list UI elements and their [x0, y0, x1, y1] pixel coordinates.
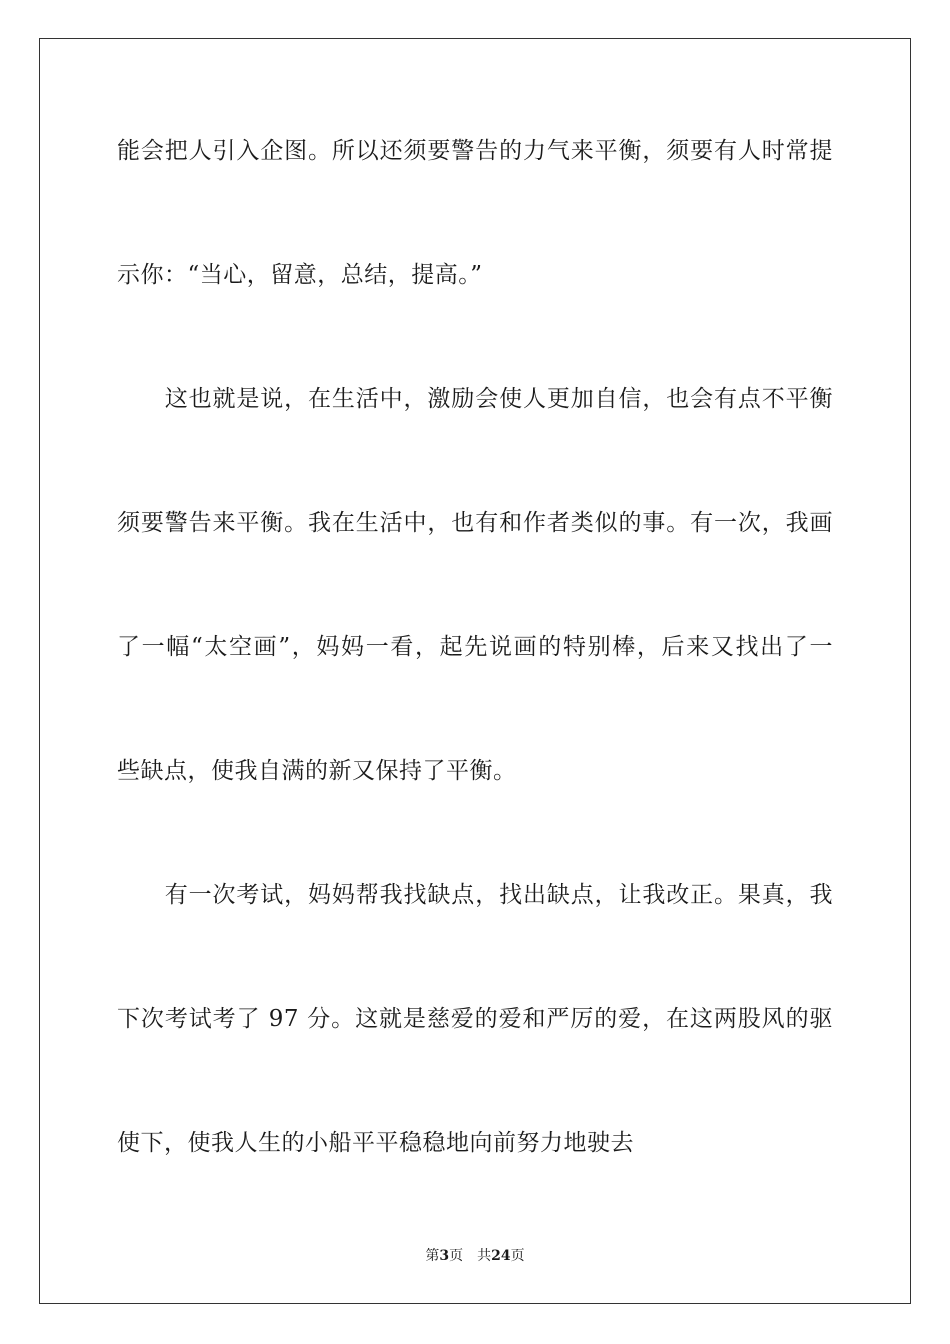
page-suffix: 页 — [510, 1248, 525, 1264]
page-prefix: 第 — [425, 1248, 440, 1264]
paragraph-line: 下次考试考了 97 分。这就是慈爱的爱和严厉的爱，在这两股风的驱 — [117, 1006, 833, 1032]
paragraph-line: 有一次考试，妈妈帮我找缺点，找出缺点，让我改正。果真，我 — [117, 882, 833, 908]
paragraph-line: 些缺点，使我自满的新又保持了平衡。 — [117, 758, 517, 784]
current-page-number: 3 — [439, 1248, 450, 1264]
page-mid: 页 共 — [449, 1248, 492, 1264]
total-page-count: 24 — [491, 1248, 511, 1264]
paragraph-line: 示你：“当心，留意，总结，提高。” — [117, 262, 483, 288]
paragraph-line: 这也就是说，在生活中，激励会使人更加自信，也会有点不平衡 — [117, 386, 833, 412]
paragraph-line: 能会把人引入企图。所以还须要警告的力气来平衡，须要有人时常提 — [117, 138, 833, 164]
paragraph-line: 须要警告来平衡。我在生活中，也有和作者类似的事。有一次，我画 — [117, 510, 833, 536]
page-number-footer — [0, 1247, 950, 1265]
page-frame — [39, 38, 911, 1304]
paragraph-line: 了一幅“太空画”，妈妈一看，起先说画的特别棒，后来又找出了一 — [117, 634, 833, 660]
paragraph-line: 使下，使我人生的小船平平稳稳地向前努力地驶去 — [117, 1130, 634, 1156]
